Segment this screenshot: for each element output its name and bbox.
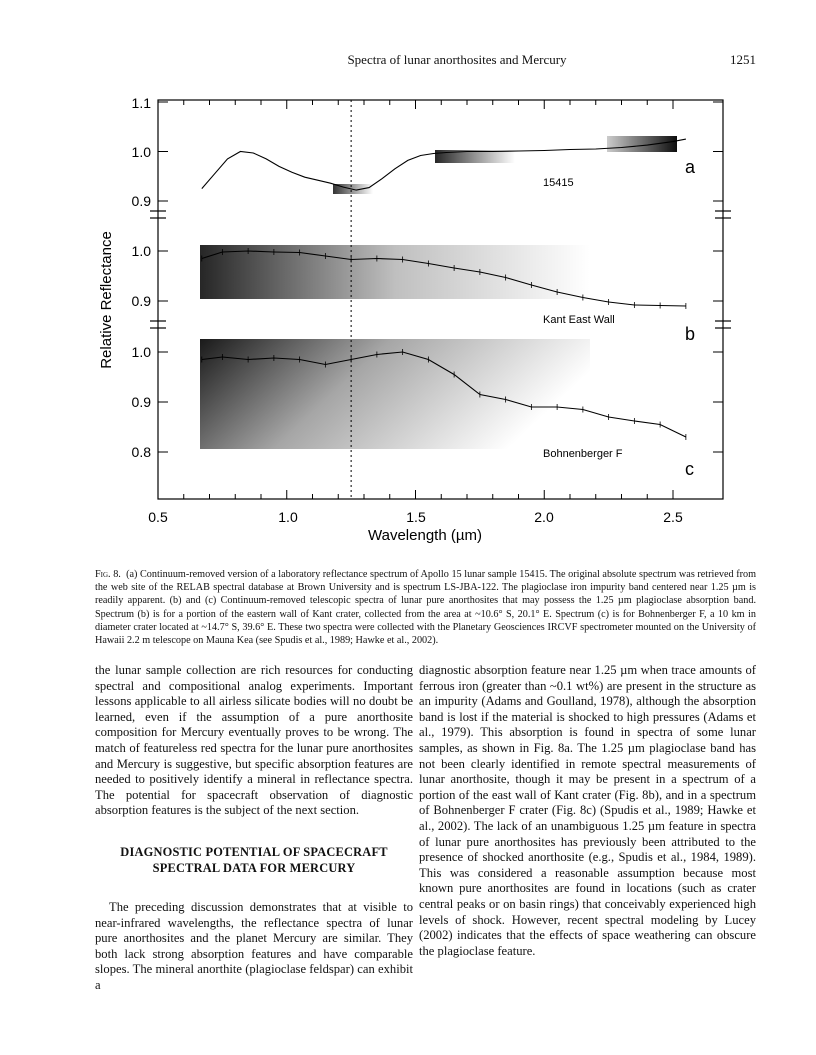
ytick-a-1.1: 1.1 <box>131 95 151 111</box>
section-heading-line-1: DIAGNOSTIC POTENTIAL OF SPACECRAFT <box>120 844 388 859</box>
panel-label-a: a <box>685 157 696 177</box>
y-axis-label: Relative Reflectance <box>98 231 115 369</box>
page-number: 1251 <box>730 52 756 67</box>
sample-label-15415: 15415 <box>543 177 574 189</box>
xtick-1.5: 1.5 <box>406 509 426 525</box>
ytick-a-1.0: 1.0 <box>131 144 151 160</box>
caption-fig-label: Fig. 8. <box>95 569 121 580</box>
shade-a-3 <box>607 136 677 152</box>
section-heading <box>95 844 413 876</box>
shade-panel-c <box>200 339 590 449</box>
figure-8 <box>95 88 735 558</box>
xtick-1.0: 1.0 <box>278 509 298 525</box>
xtick-0.5: 0.5 <box>148 509 168 525</box>
left-paragraph-1: the lunar sample collection are rich resources for conducting spectral and compositional analog experiments. Important lessons applicable to all airless silicate bodies will no doubt be learned, even if the assumption of a pure anorthosite composition for Mercury eventually proves to be wrong. The match of featureless red spectra for the lunar pure anorthosites and Mercury is suggestive, but specific absorption features are needed to positively identify a mineral in reflectance spectra. The potential for spacecraft observation of diagnostic absorption features is the subject of the next section. <box>95 663 413 818</box>
ytick-a-0.9: 0.9 <box>131 193 151 209</box>
sample-label-bohnenberger: Bohnenberger F <box>543 448 623 460</box>
running-title: Spectra of lunar anorthosites and Mercury <box>347 52 567 67</box>
ytick-c-0.8: 0.8 <box>131 444 151 460</box>
ytick-c-1.0: 1.0 <box>131 344 151 360</box>
ytick-c-0.9: 0.9 <box>131 394 151 410</box>
section-heading-line-2: SPECTRAL DATA FOR MERCURY <box>152 860 356 875</box>
ytick-b-0.9: 0.9 <box>131 293 151 309</box>
left-paragraph-2: The preceding discussion demonstrates that at visible to near-infrared wavelengths, the reflectance spectra of lunar pure anorthosites and the planet Mercury are similar. They both lack strong absorption features and have comparable slopes. The mineral anorthite (plagioclase feldspar) can exhibit a <box>95 899 413 992</box>
sample-label-kant: Kant East Wall <box>543 314 615 326</box>
shade-panel-b <box>200 245 590 299</box>
panel-label-c: c <box>685 459 694 479</box>
x-axis-label: Wavelength (µm) <box>368 527 482 544</box>
panel-label-b: b <box>685 324 696 344</box>
right-column <box>419 663 756 959</box>
running-header <box>158 52 756 72</box>
axis-break-2 <box>150 321 731 328</box>
figure-caption <box>95 568 756 647</box>
axis-break-1 <box>150 211 731 218</box>
left-column <box>95 663 413 994</box>
ytick-b-1.0: 1.0 <box>131 243 151 259</box>
caption-text: (a) Continuum-removed version of a laboratory reflectance spectrum of Apollo 15 lunar sample 15415. The original absolute spectrum was retrieved from the web site of the RELAB spectral database at Brown University and is spectrum LS-JBA-122. The plagioclase iron impurity band centered near 1.25 µm is readily apparent. (b) and (c) Continuum-removed telescopic spectra of lunar pure anorthosites that may possess the 1.25 µm plagioclase absorption band. Spectrum (b) is for a portion of the eastern wall of Kant crater, collected from the area at ~10.6° S, 20.1° E. Spectrum (c) is for Bohnenberger F, a 10 km in diameter crater located at ~14.7° S, 39.6° E. These two spectra were collected with the Planetary Geosciences IRCVF spectrometer mounted on the University of Hawaii 2.2 m telescope on Mauna Kea (see Spudis et al., 1989; Hawke et al., 2002). <box>95 569 756 647</box>
xtick-2.0: 2.0 <box>534 509 554 525</box>
right-paragraph-1: diagnostic absorption feature near 1.25 µm when trace amounts of ferrous iron (greater than ~0.1 wt%) are present in the structure as an impurity (Adams and Goulland, 1978), although the absorption band is lost if the material is shocked to high pressures (Adams et al., 1979). This absorption is found in spectra of some lunar samples, as shown in Fig. 8a. The 1.25 µm plagioclase band has not been clearly identified in remote spectral measurements of lunar anorthosite, though it may be present in a spectrum of a portion of the east wall of Kant crater (Fig. 8b), and in a spectrum of Bohnenberger F crater (Fig. 8c) (Spudis et al., 1989; Hawke et al., 2002). The lack of an unambiguous 1.25 µm feature in spectra of lunar pure anorthosites has previously been attributed to the presence of shocked anorthosite (e.g., Spudis et al., 1984, 1989). This was considered a reasonable assumption because most known pure anorthosites are found in locations (such as crater central peaks or on basin rings) that conceivably experienced high levels of shock. However, recent spectral modeling by Lucey (2002) indicates that the effects of space weathering can obscure the plagioclase feature. <box>419 663 756 958</box>
xtick-2.5: 2.5 <box>663 509 683 525</box>
